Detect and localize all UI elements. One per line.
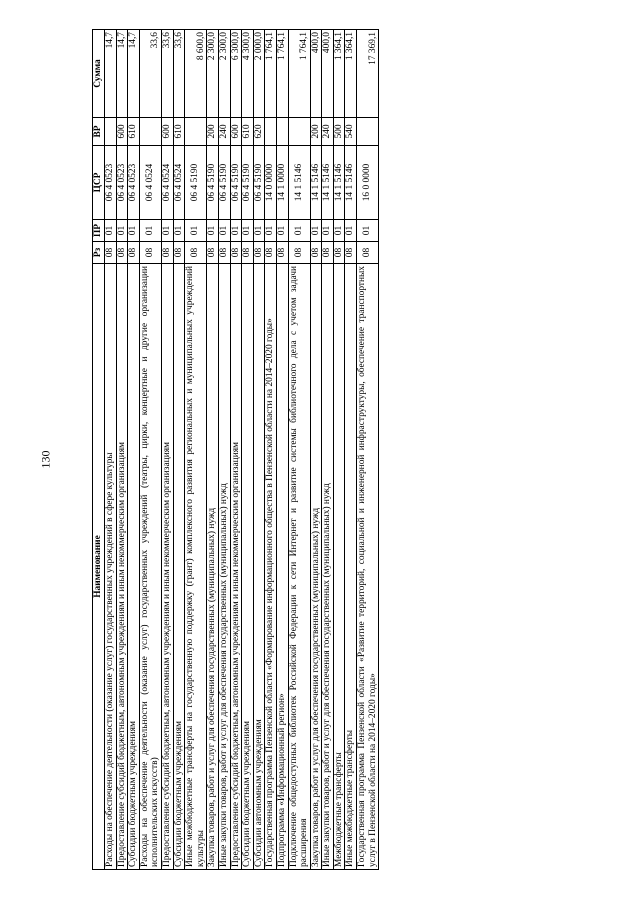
cell-name: Предоставление субсидий бюджетным, автономным учреждениям и иным некоммерческим организациям bbox=[116, 264, 128, 870]
cell-sum: 6 300,0 bbox=[230, 30, 242, 118]
cell-pr: 01 bbox=[230, 220, 242, 242]
cell-sum: 17 369,1 bbox=[357, 30, 379, 118]
table-row bbox=[105, 30, 117, 870]
cell-vr: 540 bbox=[345, 118, 357, 146]
cell-vr bbox=[357, 118, 379, 146]
cell-rz: 08 bbox=[333, 242, 345, 264]
cell-pr: 01 bbox=[139, 220, 161, 242]
cell-rz: 08 bbox=[128, 242, 140, 264]
cell-vr: 240 bbox=[218, 118, 230, 146]
cell-vr bbox=[276, 118, 288, 146]
cell-pr: 01 bbox=[357, 220, 379, 242]
cell-sum: 14,7 bbox=[128, 30, 140, 118]
cell-name: Закупка товаров, работ и услуг для обеспечения государственных (муниципальных) нужд bbox=[207, 264, 219, 870]
cell-rz: 08 bbox=[345, 242, 357, 264]
cell-pr: 01 bbox=[265, 220, 277, 242]
cell-csr: 14 1 5146 bbox=[345, 146, 357, 220]
cell-rz: 08 bbox=[207, 242, 219, 264]
cell-sum: 33,6 bbox=[173, 30, 185, 118]
cell-vr: 200 bbox=[310, 118, 322, 146]
cell-csr: 06 4 0524 bbox=[161, 146, 173, 220]
cell-vr: 600 bbox=[161, 118, 173, 146]
cell-vr: 610 bbox=[242, 118, 254, 146]
cell-rz: 08 bbox=[139, 242, 161, 264]
cell-name: Субсидии бюджетным учреждениям bbox=[173, 264, 185, 870]
table-row bbox=[333, 30, 345, 870]
cell-vr: 600 bbox=[116, 118, 128, 146]
cell-csr: 14 1 5146 bbox=[322, 146, 334, 220]
cell-rz: 08 bbox=[161, 242, 173, 264]
cell-vr bbox=[185, 118, 207, 146]
header-name: Наименование bbox=[93, 264, 105, 870]
cell-sum: 1 764,1 bbox=[276, 30, 288, 118]
cell-csr: 16 0 0000 bbox=[357, 146, 379, 220]
table-row bbox=[185, 30, 207, 870]
cell-pr: 01 bbox=[242, 220, 254, 242]
table-row bbox=[288, 30, 310, 870]
cell-vr: 610 bbox=[173, 118, 185, 146]
cell-csr: 14 1 5146 bbox=[310, 146, 322, 220]
cell-name: Расходы на обеспечение деятельности (оказание услуг) государственных учреждений (театры, цирки, концертные и другие организации исполнительских искусств) bbox=[139, 264, 161, 870]
cell-sum: 33,6 bbox=[161, 30, 173, 118]
cell-rz: 08 bbox=[230, 242, 242, 264]
cell-pr: 01 bbox=[345, 220, 357, 242]
cell-name: Закупка товаров, работ и услуг для обеспечения государственных (муниципальных) нужд bbox=[310, 264, 322, 870]
header-csr: ЦСР bbox=[93, 146, 105, 220]
table-row bbox=[276, 30, 288, 870]
cell-sum: 14,7 bbox=[116, 30, 128, 118]
cell-pr: 01 bbox=[161, 220, 173, 242]
table-row bbox=[116, 30, 128, 870]
cell-sum: 1 764,1 bbox=[265, 30, 277, 118]
cell-sum: 2 300,0 bbox=[218, 30, 230, 118]
cell-name: Субсидии бюджетным учреждениям bbox=[242, 264, 254, 870]
cell-name: Иные межбюджетные трансферты bbox=[345, 264, 357, 870]
cell-name: Государственная программа Пензенской области «Развитие территорий, социальной и инженерной инфраструктуры, обеспечение транспортных услуг в Пензенской области на 2014–2020 годы» bbox=[357, 264, 379, 870]
cell-csr: 06 4 0524 bbox=[139, 146, 161, 220]
cell-csr: 06 4 5190 bbox=[253, 146, 265, 220]
rotated-table-container bbox=[92, 30, 562, 870]
cell-name: Иные закупки товаров, работ и услуг для обеспечения государственных (муниципальных) нужд bbox=[322, 264, 334, 870]
cell-name: Предоставление субсидий бюджетным, автономным учреждениям и иным некоммерческим организациям bbox=[230, 264, 242, 870]
cell-csr: 06 4 5190 bbox=[218, 146, 230, 220]
cell-pr: 01 bbox=[253, 220, 265, 242]
cell-sum: 33,6 bbox=[139, 30, 161, 118]
table-row bbox=[253, 30, 265, 870]
cell-sum: 1 364,1 bbox=[345, 30, 357, 118]
cell-pr: 01 bbox=[322, 220, 334, 242]
cell-name: Иные закупки товаров, работ и услуг для обеспечения государственных (муниципальных) нужд bbox=[218, 264, 230, 870]
header-rz: Рз bbox=[93, 242, 105, 264]
cell-sum: 400,0 bbox=[322, 30, 334, 118]
table-row bbox=[322, 30, 334, 870]
cell-pr: 01 bbox=[310, 220, 322, 242]
cell-csr: 14 1 5146 bbox=[288, 146, 310, 220]
cell-rz: 08 bbox=[185, 242, 207, 264]
cell-pr: 01 bbox=[218, 220, 230, 242]
cell-sum: 8 600,0 bbox=[185, 30, 207, 118]
page-number: 130 bbox=[38, 450, 53, 469]
cell-pr: 01 bbox=[288, 220, 310, 242]
cell-vr bbox=[288, 118, 310, 146]
cell-pr: 01 bbox=[333, 220, 345, 242]
cell-rz: 08 bbox=[288, 242, 310, 264]
cell-pr: 01 bbox=[276, 220, 288, 242]
cell-rz: 08 bbox=[357, 242, 379, 264]
cell-name: Государственная программа Пензенской области «Формирование информационного общества в Пензенской области на 2014–2020 годы» bbox=[265, 264, 277, 870]
cell-rz: 08 bbox=[253, 242, 265, 264]
cell-sum: 4 300,0 bbox=[242, 30, 254, 118]
cell-vr: 620 bbox=[253, 118, 265, 146]
cell-pr: 01 bbox=[128, 220, 140, 242]
cell-vr bbox=[265, 118, 277, 146]
cell-csr: 06 4 5190 bbox=[230, 146, 242, 220]
cell-name: Подпрограмма «Информационный регион» bbox=[276, 264, 288, 870]
cell-csr: 06 4 5190 bbox=[242, 146, 254, 220]
table-body bbox=[105, 30, 379, 870]
cell-sum: 14,7 bbox=[105, 30, 117, 118]
cell-pr: 01 bbox=[185, 220, 207, 242]
cell-rz: 08 bbox=[242, 242, 254, 264]
cell-pr: 01 bbox=[105, 220, 117, 242]
cell-csr: 06 4 0524 bbox=[173, 146, 185, 220]
header-pr: ПР bbox=[93, 220, 105, 242]
cell-rz: 08 bbox=[276, 242, 288, 264]
cell-name: Субсидии бюджетным учреждениям bbox=[128, 264, 140, 870]
cell-name: Расходы на обеспечение деятельности (оказание услуг) государственных учреждений в сфере культуры bbox=[105, 264, 117, 870]
table-row bbox=[345, 30, 357, 870]
table-row bbox=[242, 30, 254, 870]
cell-rz: 08 bbox=[116, 242, 128, 264]
cell-vr bbox=[139, 118, 161, 146]
cell-sum: 400,0 bbox=[310, 30, 322, 118]
table-row bbox=[310, 30, 322, 870]
cell-vr: 240 bbox=[322, 118, 334, 146]
cell-sum: 2 300,0 bbox=[207, 30, 219, 118]
cell-pr: 01 bbox=[173, 220, 185, 242]
header-vr: ВР bbox=[93, 118, 105, 146]
table-row bbox=[139, 30, 161, 870]
cell-vr: 500 bbox=[333, 118, 345, 146]
header-row bbox=[93, 30, 105, 870]
cell-rz: 08 bbox=[310, 242, 322, 264]
cell-name: Предоставление субсидий бюджетным, автономным учреждениям и иным некоммерческим организациям bbox=[161, 264, 173, 870]
cell-pr: 01 bbox=[116, 220, 128, 242]
cell-csr: 06 4 0523 bbox=[105, 146, 117, 220]
table-row bbox=[128, 30, 140, 870]
cell-csr: 14 1 0000 bbox=[276, 146, 288, 220]
table-row bbox=[230, 30, 242, 870]
cell-name: Подключение общедоступных библиотек Российской Федерации к сети Интернет и развитие системы библиотечного дела с учетом задачи расширения bbox=[288, 264, 310, 870]
cell-csr: 14 0 0000 bbox=[265, 146, 277, 220]
cell-name: Субсидии автономным учреждениям bbox=[253, 264, 265, 870]
cell-rz: 08 bbox=[218, 242, 230, 264]
cell-vr: 200 bbox=[207, 118, 219, 146]
budget-table bbox=[92, 29, 379, 870]
cell-csr: 06 4 0523 bbox=[116, 146, 128, 220]
cell-csr: 06 4 5190 bbox=[207, 146, 219, 220]
cell-rz: 08 bbox=[105, 242, 117, 264]
table-row bbox=[161, 30, 173, 870]
cell-rz: 08 bbox=[173, 242, 185, 264]
cell-vr: 600 bbox=[230, 118, 242, 146]
cell-name: Иные межбюджетные трансферты на государственную поддержку (грант) комплексного развития региональных и муниципальных учреждений культуры bbox=[185, 264, 207, 870]
table-row bbox=[207, 30, 219, 870]
cell-vr bbox=[105, 118, 117, 146]
cell-name: Межбюджетные трансферты bbox=[333, 264, 345, 870]
cell-csr: 06 4 0523 bbox=[128, 146, 140, 220]
table-row bbox=[173, 30, 185, 870]
table-row bbox=[357, 30, 379, 870]
header-sum: Сумма bbox=[93, 30, 105, 118]
cell-vr: 610 bbox=[128, 118, 140, 146]
cell-rz: 08 bbox=[322, 242, 334, 264]
cell-sum: 1 364,1 bbox=[333, 30, 345, 118]
cell-sum: 1 764,1 bbox=[288, 30, 310, 118]
cell-rz: 08 bbox=[265, 242, 277, 264]
cell-pr: 01 bbox=[207, 220, 219, 242]
cell-csr: 14 1 5146 bbox=[333, 146, 345, 220]
table-row bbox=[265, 30, 277, 870]
cell-csr: 06 4 5190 bbox=[185, 146, 207, 220]
cell-sum: 2 000,0 bbox=[253, 30, 265, 118]
table-row bbox=[218, 30, 230, 870]
